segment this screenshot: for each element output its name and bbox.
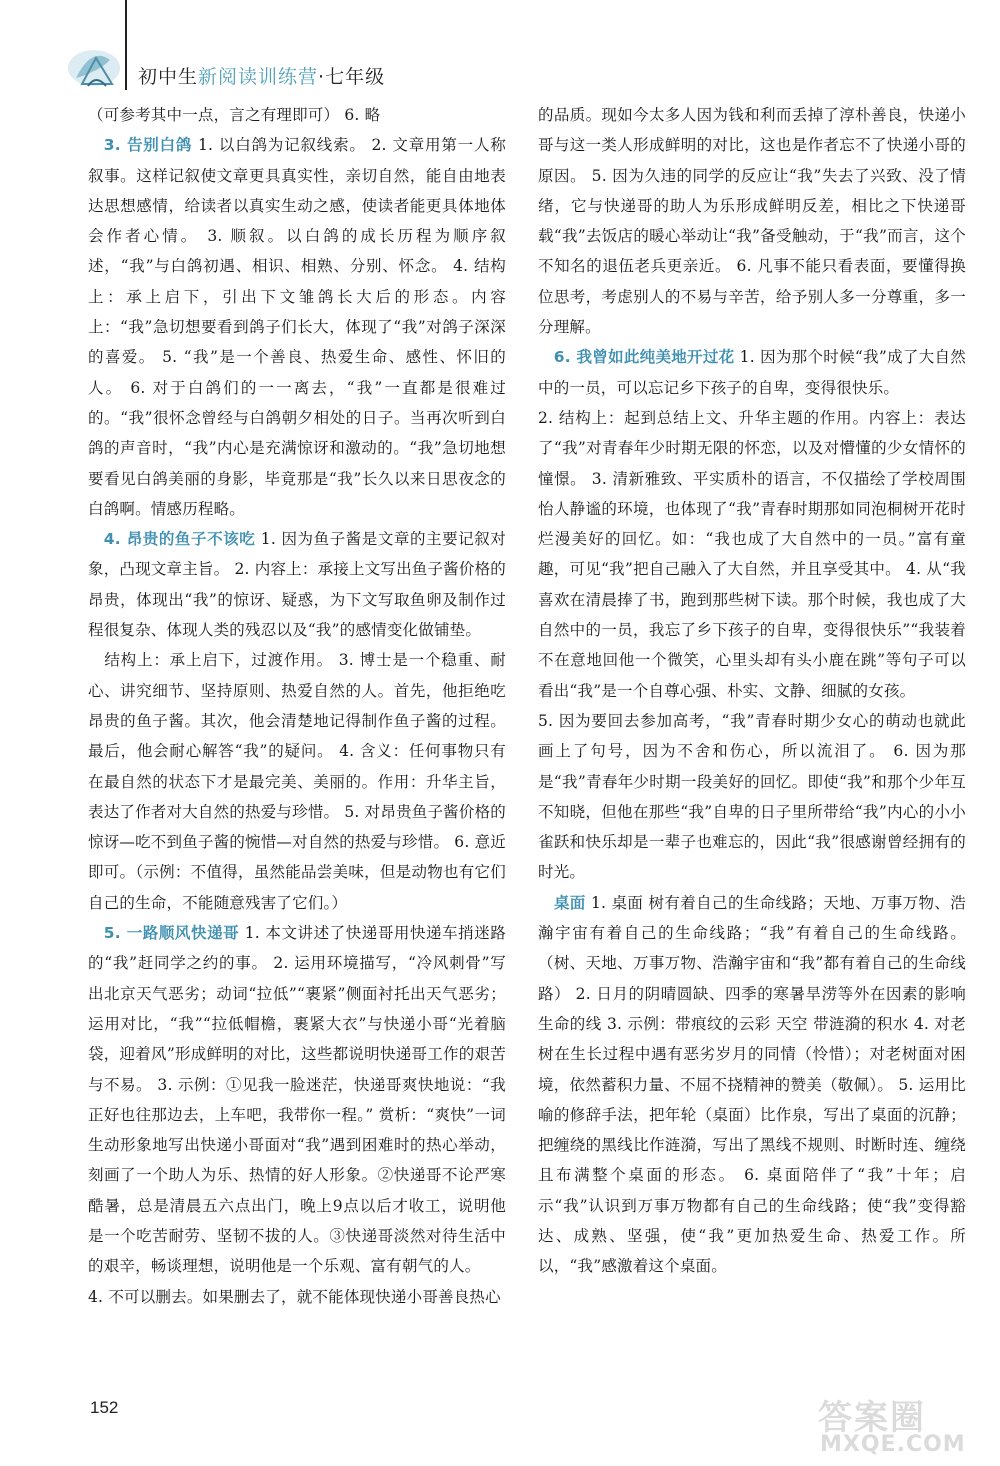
section-body: 1. 桌面 树有着自己的生命线路；天地、万事万物、浩瀚宇宙有着自己的生命线路；“我”有着自己的生命线路。（树、天地、万事万物、浩瀚宇宙和“我”都有着自己的生命线路） 2. 日月的阴晴圆缺、四季的寒暑旱涝等外在因素的影响 生命的线 3. 示例：带痕纹的云彩 天空 带涟漪的积水 4. 对老树在生长过程中遇有恶劣岁月的同情（怜惜）；对老树面对困境，依然蓄积力量、不屈不挠精神的赞美（敬佩）。 5. 运用比喻的修辞手法，把年轮（桌面）比作泉，写出了桌面的沉静；把缠绕的黑线比作涟漪，写出了黑线不规则、时断时连、缠绕且布满整个桌面的形态。 6. 桌面陪伴了“我”十年；启示“我”认识到万事万物都有自己的生命线路；使“我”变得豁达、成熟、坚强，使“我”更加热爱生命、热爱工作。所以，“我”感激着这个桌面。 bbox=[538, 893, 966, 1276]
section-body: 1. 以白鸽为记叙线索。 2. 文章用第一人称叙事。这样记叙使文章更具真实性，亲切自然，能自由地表达思想感情，给读者以真实生动之感，使读者能更具体地体会作者心情。 3. 顺叙。以白鸽的成长历程为顺序叙述，“我”与白鸽初遇、相识、相熟、分别、怀念。 4. 结构上：承上启下，引出下文雏鸽长大后的形态。内容上：“我”急切想要看到鸽子们长大，体现了“我”对鸽子深深的喜爱。 5. “我”是一个善良、热爱生命、感性、怀旧的人。 6. 对于白鸽们的一一离去，“我”一直都是很难过的。“我”很怀念曾经与白鸽朝夕相处的日子。当再次听到白鸽的声音时，“我”内心是充满惊讶和激动的。“我”急切地想要看见白鸽美丽的身影，毕竟那是“我”长久以来日思夜念的白鸽啊。情感历程略。 bbox=[88, 136, 506, 518]
section-paragraph bbox=[88, 918, 506, 1282]
section-paragraph bbox=[538, 342, 966, 403]
section-paragraph bbox=[88, 130, 506, 524]
series-title bbox=[138, 62, 385, 89]
watermark-text: 答案圈 bbox=[818, 1398, 926, 1438]
paragraph: 2. 结构上：起到总结上文、升华主题的作用。内容上：表达了“我”对青春年少时期无限的怀恋，以及对懵懂的少女情怀的憧憬。 3. 清新雅致、平实质朴的语言，不仅描绘了学校周围怡人静谧的环境，也体现了“我”青春时期那如同泡桐树开花时烂漫美好的回忆。如：“我也成了大自然中的一员。”富有童趣，可见“我”把自己融入了大自然，并且享受其中。 4. 从“我喜欢在清晨捧了书，跑到那些树下读。那个时候，我也成了大自然中的一员，我忘了乡下孩子的自卑，变得很快乐”“我装着不在意地回他一个微笑，心里头却有头小鹿在跳”等句子可以看出“我”是一个自尊心强、朴实、文静、细腻的女孩。 bbox=[538, 408, 966, 700]
section-title: 6. 我曾如此纯美地开过花 bbox=[553, 348, 735, 367]
section-paragraph bbox=[538, 888, 966, 1282]
page-header bbox=[0, 0, 1000, 100]
section-body: 1. 因为鱼子酱是文章的主要记叙对象，凸现文章主旨。 2. 内容上：承接上文写出鱼子酱价格的昂贵，体现出“我”的惊讶、疑惑，为下文写取鱼卵及制作过程很复杂、体现人类的残忍以及“我”的感情变化做铺垫。 bbox=[88, 530, 506, 640]
section-paragraph bbox=[88, 524, 506, 645]
section-title: 3. 告别白鸽 bbox=[103, 136, 193, 155]
page-number: 152 bbox=[90, 1398, 119, 1417]
book-logo-icon bbox=[62, 38, 132, 98]
left-column bbox=[88, 100, 506, 1312]
section-title: 4. 昂贵的鱼子不该吃 bbox=[103, 530, 256, 549]
watermark-url: MXQE.COM bbox=[820, 1432, 966, 1457]
watermark-logo bbox=[812, 1390, 988, 1460]
section-body: 1. 因为那个时候“我”成了大自然中的一员，可以忘记乡下孩子的自卑，变得很快乐。 bbox=[538, 348, 967, 397]
section-body: 结构上：承上启下，过渡作用。 3. 博士是一个稳重、耐心、讲究细节、坚持原则、热爱自然的人。首先，他拒绝吃昂贵的鱼子酱。其次，他会清楚地记得制作鱼子酱的过程。最后，他会耐心解答“我”的疑问。 4. 含义：任何事物只有在最自然的状态下才是最完美、美丽的。作用：升华主旨，表达了作者对大自然的热爱与珍惜。 5. 对昂贵鱼子酱价格的惊讶—吃不到鱼子酱的惋惜—对自然的热爱与珍惜。 6. 意近即可。（示例：不值得，虽然能品尝美味，但是动物也有它们自己的生命，不能随意残害了它们。） bbox=[88, 651, 506, 912]
paragraph: （可参考其中一点，言之有理即可） 6. 略 bbox=[88, 106, 381, 124]
title-suffix: ·七年级 bbox=[318, 66, 386, 88]
title-highlight: 新阅读训练营 bbox=[198, 66, 319, 88]
paragraph: 的品质。现如今太多人因为钱和利而丢掉了淳朴善良，快递小哥与这一类人形成鲜明的对比，这也是作者忘不了快递小哥的原因。 5. 因为久违的同学的反应让“我”失去了兴致、没了情绪，它与快递哥的助人为乐形成鲜明反差，相比之下快递哥载“我”去饭店的暖心举动让“我”备受触动，于“我”而言，这个不知名的退伍老兵更亲近。 6. 凡事不能只看表面，要懂得换位思考，考虑别人的不易与辛苦，给予别人多一分尊重，多一分理解。 bbox=[538, 106, 966, 337]
paragraph: 4. 不可以删去。如果删去了，就不能体现快递小哥善良热心 bbox=[88, 1287, 501, 1306]
section-body: 1. 本文讲述了快递哥用快递车捎迷路的“我”赶同学之约的事。 2. 运用环境描写，“冷风刺骨”写出北京天气恶劣；动词“拉低”“裹紧”侧面衬托出天气恶劣；运用对比，“我”“拉低帽檐，裹紧大衣”与快递小哥“光着脑袋，迎着风”形成鲜明的对比，这些都说明快递哥工作的艰苦与不易。 3. 示例：①见我一脸迷茫，快递哥爽快地说：“我正好也往那边去，上车吧，我带你一程。” 赏析：“爽快”一词生动形象地写出快递小哥面对“我”遇到困难时的热心举动，刻画了一个助人为乐、热情的好人形象。②快递哥不论严寒酷暑，总是清晨五六点出门，晚上9点以后才收工，说明他是一个吃苦耐劳、坚韧不拔的人。③快递哥淡然对待生活中的艰辛，畅谈理想，说明他是一个乐观、富有朝气的人。 bbox=[88, 924, 506, 1276]
section-title: 5. 一路顺风快递哥 bbox=[103, 924, 240, 943]
right-column bbox=[538, 100, 966, 1282]
paragraph: 5. 因为要回去参加高考，“我”青春时期少女心的萌动也就此画上了句号，因为不舍和伤心，所以流泪了。 6. 因为那是“我”青春年少时期一段美好的回忆。即使“我”和那个少年互不知晓，但他在那些“我”自卑的日子里所带给“我”内心的小小雀跃和快乐却是一辈子也难忘的，因此“我”很感谢曾经拥有的时光。 bbox=[538, 711, 966, 882]
paragraph bbox=[88, 645, 506, 918]
title-prefix: 初中生 bbox=[138, 66, 199, 88]
section-title: 桌面 bbox=[553, 893, 586, 912]
